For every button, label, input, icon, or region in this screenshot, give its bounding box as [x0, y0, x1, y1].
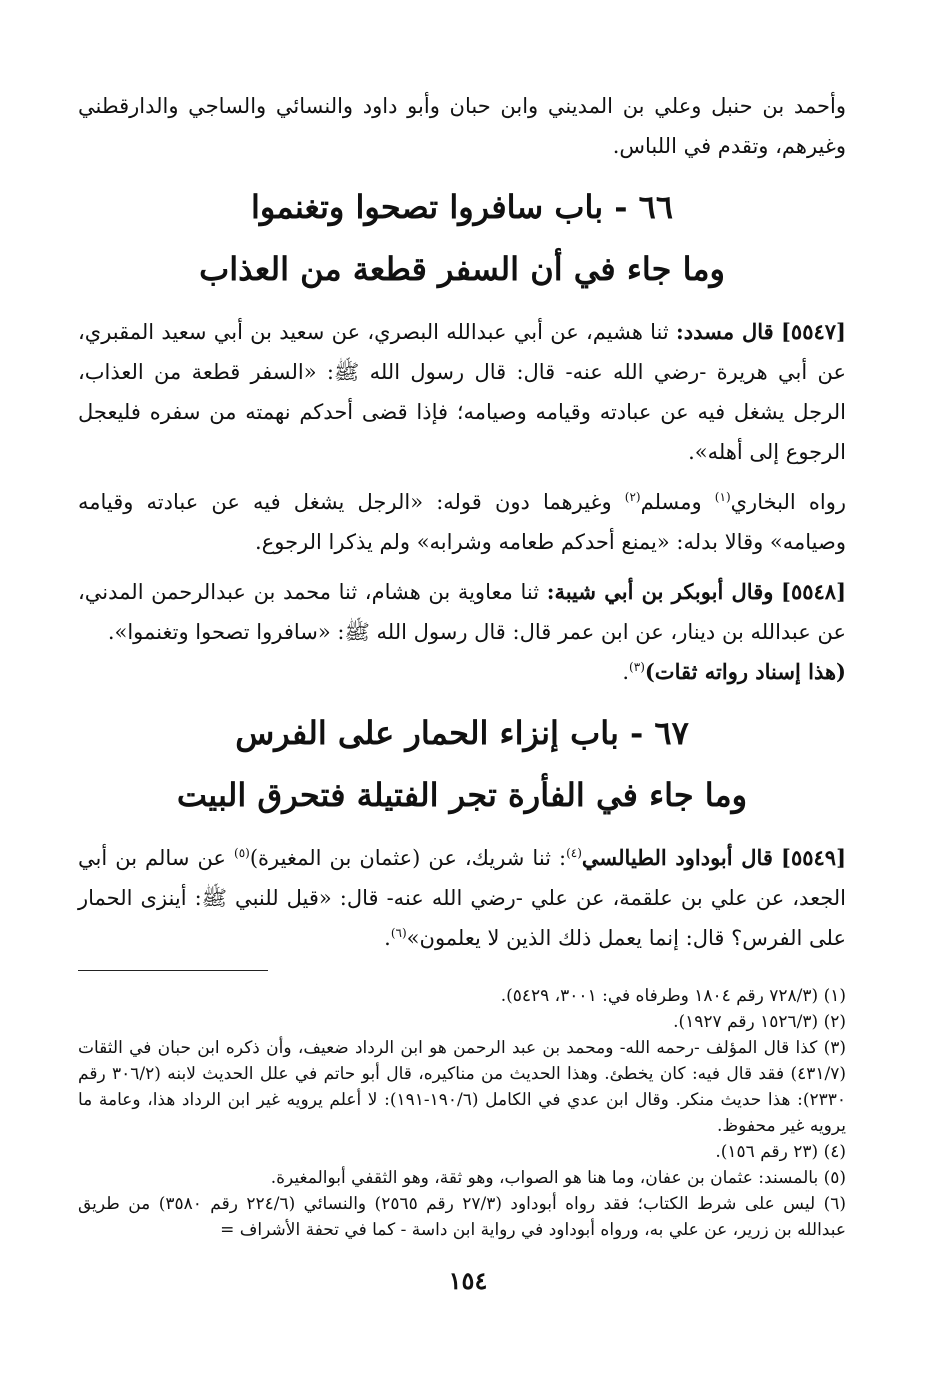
footnote-ref-1: (١) — [714, 490, 731, 504]
footnote-ref-2: (٢) — [624, 490, 641, 504]
footnote-2: (٢) (١٥٢٦/٣ رقم ١٩٢٧). — [673, 1012, 846, 1032]
intro-paragraph: وأحمد بن حنبل وعلي بن المديني وابن حبان وأبو داود والنسائي والساجي والدارقطني وغيرهم، وتقدم في اللباس. — [78, 94, 846, 158]
chapter-66-heading — [78, 176, 846, 300]
footnote-ref-5: (٥) — [234, 846, 250, 860]
hadith-end: . — [384, 926, 391, 950]
hadith-number: [٥٥٤٩] — [781, 845, 846, 870]
takhrij-text: رواه البخاري — [730, 490, 846, 514]
footnote-3: (٣) كذا قال المؤلف -رحمه الله- ومحمد بن عبد الرحمن هو ابن الرداد ضعيف، وأن ذكره ابن حبان في الثقات (٤٣١/٧) فقد قال فيه: كان يخطئ. وهذا الحديث من مناكيره، قال أبو حاتم في علل الحديث لابنه (٣٠٦/٢ رقم ٢٣٣٠): هذا حديث منكر. وقال ابن عدي في الكامل (١٩٠/٦-١٩١): لا أعلم يرويه غير ابن الرداد هذا، وعامة ما يرويه غير محفوظ. — [78, 1038, 846, 1136]
footnote-separator — [78, 970, 268, 971]
chapter-67-heading — [78, 702, 846, 826]
hadith-narrator-lead: قال أبوداود الطيالسي — [581, 845, 773, 870]
hadith-narrator-lead: قال مسدد: — [676, 319, 774, 344]
hadith-grade: (هذا إسناد رواته ثقات) — [644, 659, 846, 684]
footnote-5: (٥) بالمسند: عثمان بن عفان، وما هنا هو الصواب، وهو ثقة، وهو الثقفي أبوالمغيرة. — [270, 1168, 846, 1188]
page-number: ١٥٤ — [448, 1266, 488, 1295]
chapter-66-title: ٦٦ - باب سافروا تصحوا وتغنموا — [250, 188, 674, 226]
hadith-text: ثنا معاوية بن هشام، ثنا محمد بن عبدالرحمن المدني، عن عبدالله بن دينار، عن ابن عمر قال: قال رسول الله ﷺ: «سافروا تصحوا وتغنموا». — [78, 580, 846, 644]
takhrij-text: ومسلم — [640, 490, 702, 514]
hadith-5549 — [78, 838, 846, 958]
footnotes — [78, 983, 846, 1243]
hadith-5547 — [78, 312, 846, 472]
hadith-text: : ثنا شريك، عن (عثمان بن المغيرة) — [249, 846, 567, 870]
hadith-number: [٥٥٤٨] — [781, 579, 846, 604]
hadith-5548: [٥٥٤٨] وقال أبوبكر بن أبي شيبة: ثنا معاوية بن هشام، ثنا محمد بن عبدالرحمن المدني، عن عبدالله بن دينار، عن ابن عمر قال: قال رسول الله ﷺ: «سافروا تصحوا وتغنموا». (هذا إسناد رواته ثقات)$^{(٣)}$. — [78, 579, 846, 684]
hadith-text: عن سالم بن أبي الجعد، عن علي بن علقمة، عن علي -رضي الله عنه- قال: «قيل للنبي ﷺ: أينزى الحمار على الفرس؟ قال: إنما يعمل ذلك الذين لا يعلمون» — [78, 846, 846, 950]
footnote-6: (٦) ليس على شرط الكتاب؛ فقد رواه أبوداود (٢٧/٣ رقم ٢٥٦٥) والنسائي (٢٢٤/٦ رقم ٣٥٨٠) من طريق عبدالله بن زرير، عن علي به، ورواه أبوداود في رواية ابن داسة - كما في تحفة الأشراف = — [78, 1194, 846, 1240]
hadith-narrator-lead: وقال أبوبكر بن أبي شيبة: — [546, 579, 774, 604]
takhrij-text: وغيرهما دون قوله: «الرجل يشغل فيه عن عبادته وقيامه وصيامه» وقالا بدله: «يمنع أحدكم طعامه وشرابه» ولم يذكرا الرجوع. — [78, 490, 846, 554]
footnote-separator-wrap — [78, 970, 846, 971]
chapter-67-title: ٦٧ - باب إنزاء الحمار على الفرس — [235, 714, 689, 752]
footnote-ref-6: (٦) — [390, 926, 407, 940]
takhrij-5547 — [78, 482, 846, 562]
hadith-number: [٥٥٤٧] — [780, 319, 846, 344]
footnote-4: (٤) (٢٣ رقم ١٥٦). — [715, 1142, 846, 1162]
footnote-ref-4: (٤) — [566, 846, 582, 860]
footnote-ref-3: (٣) — [629, 660, 645, 674]
hadith-text: ثنا هشيم، عن أبي عبدالله البصري، عن سعيد بن أبي سعيد المقبري، عن أبي هريرة -رضي الله عنه- قال: قال رسول الله ﷺ: «السفر قطعة من العذاب، الرجل يشغل فيه عن عبادته وقيامه وصيامه؛ فإذا قضى أحدكم نهمته من سفره فليعجل الرجوع إلى أهله». — [78, 320, 846, 464]
footnote-1: (١) (٧٢٨/٣ رقم ١٨٠٤ وطرفاه في: ٣٠٠١، ٥٤٢٩). — [500, 986, 846, 1006]
chapter-66-subtitle: وما جاء في أن السفر قطعة من العذاب — [199, 250, 725, 288]
chapter-67-subtitle: وما جاء في الفأرة تجر الفتيلة فتحرق البيت — [176, 776, 748, 814]
